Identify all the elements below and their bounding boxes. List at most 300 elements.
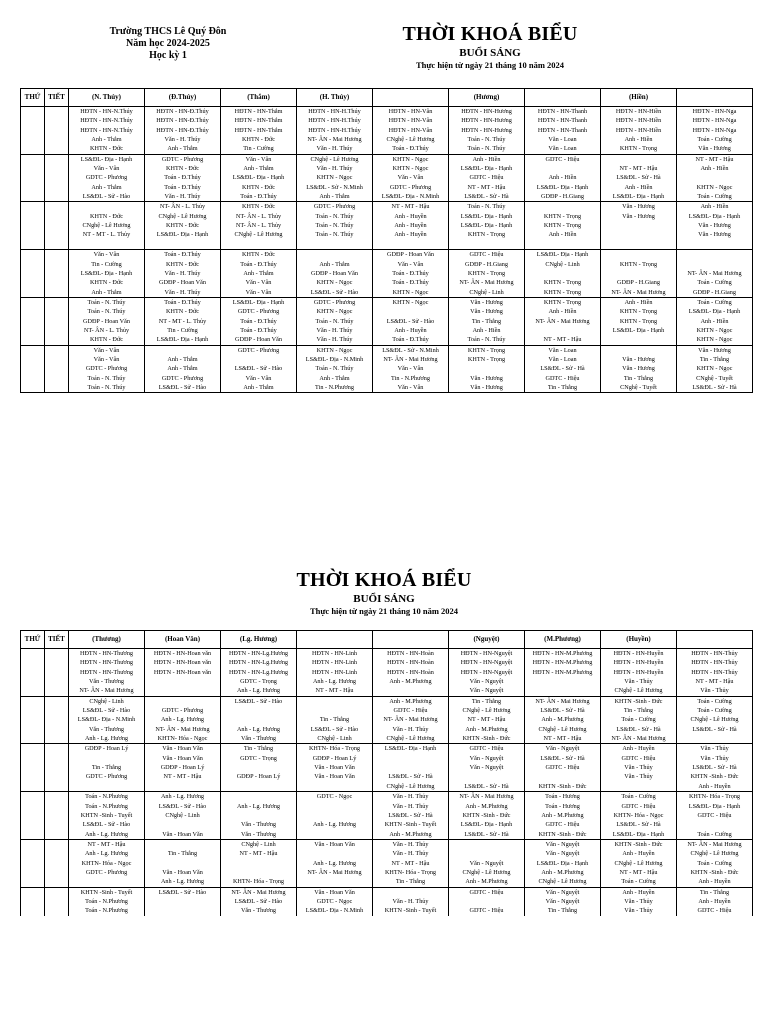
- lesson-cell: Anh - Huyền: [373, 230, 449, 239]
- lesson-cell: Toán - Cường: [677, 297, 753, 307]
- lesson-cell: NT - MT - Hậu: [601, 164, 677, 173]
- lesson-cell: Văn - H. Thủy: [373, 802, 449, 811]
- lesson-cell: Văn - Nguyệt: [525, 744, 601, 754]
- lesson-cell: Tin - Thắng: [449, 696, 525, 706]
- lesson-cell: [145, 859, 221, 868]
- lesson-cell: Tin - Thắng: [297, 715, 373, 724]
- period-cell: [45, 173, 69, 182]
- table-row: [21, 772, 753, 781]
- lesson-cell: NT - MT - Hậu: [677, 154, 753, 164]
- lesson-cell: [373, 240, 449, 250]
- lesson-cell: KHTN -Sinh - Tuyết: [373, 906, 449, 915]
- lesson-cell: [601, 782, 677, 792]
- lesson-cell: Văn - H. Thúy: [297, 335, 373, 345]
- period-cell: [45, 230, 69, 239]
- day-cell: [21, 820, 45, 829]
- lesson-cell: Anh - Huyền: [373, 326, 449, 335]
- lesson-cell: Toán - N.Phương: [69, 802, 145, 811]
- lesson-cell: GDTC - Hiệu: [373, 706, 449, 715]
- lesson-cell: KHTN -Sinh - Tuyết: [373, 820, 449, 829]
- lesson-cell: NT- ÂN - Mai Hương: [297, 135, 373, 144]
- lesson-cell: HĐTN - HN-Hoan văn: [145, 658, 221, 667]
- lesson-cell: Văn - Vân: [373, 364, 449, 373]
- table-row: [21, 383, 753, 393]
- day-cell: [21, 734, 45, 744]
- lesson-cell: [297, 706, 373, 715]
- lesson-cell: Văn - Hoan Văn: [297, 763, 373, 772]
- lesson-cell: Anh - Thắm: [145, 144, 221, 154]
- lesson-cell: LS&ĐL- Địa - Hạnh: [525, 183, 601, 192]
- lesson-cell: Toán - N. Thúy: [297, 317, 373, 326]
- lesson-cell: [601, 250, 677, 260]
- lesson-cell: LS&ĐL - Sử - Hào: [221, 897, 297, 906]
- lesson-cell: [297, 811, 373, 820]
- lesson-cell: Văn - Loan: [525, 144, 601, 154]
- lesson-cell: GDĐP - H.Giang: [449, 260, 525, 269]
- lesson-cell: CNghệ - Lê Hương: [525, 877, 601, 887]
- day-cell: [21, 383, 45, 393]
- lesson-cell: Anh - M.Phương: [449, 802, 525, 811]
- lesson-cell: Văn - Nguyệt: [449, 763, 525, 772]
- lesson-cell: GDTC - Phương: [221, 307, 297, 316]
- day-cell: [21, 345, 45, 355]
- day-cell: [21, 906, 45, 915]
- lesson-cell: GDTC - Hiệu: [677, 811, 753, 820]
- period-cell: [45, 772, 69, 781]
- table-row: [21, 335, 753, 345]
- day-cell: [21, 116, 45, 125]
- lesson-cell: [601, 335, 677, 345]
- lesson-cell: Anh - Thắm: [69, 183, 145, 192]
- lesson-cell: Anh - Huyền: [601, 849, 677, 858]
- lesson-cell: Văn - H. Thúy: [297, 144, 373, 154]
- lesson-cell: HĐTN - HN-Đ.Thúy: [145, 126, 221, 135]
- lesson-cell: LS&ĐL - Sử - Hà: [601, 173, 677, 182]
- lesson-cell: Anh - Hiền: [525, 307, 601, 316]
- lesson-cell: KHTN - Ngọc: [297, 307, 373, 316]
- lesson-cell: GDTC - Hiệu: [449, 250, 525, 260]
- lesson-cell: Toán - Cường: [601, 792, 677, 802]
- table-row: [21, 278, 753, 287]
- table-row: [21, 345, 753, 355]
- day-cell: [21, 192, 45, 202]
- lesson-cell: GDĐP - Hoan Văn: [69, 317, 145, 326]
- day-cell: [21, 772, 45, 781]
- lesson-cell: CNghệ - Tuyết: [601, 383, 677, 393]
- lesson-cell: Văn - Hương: [677, 345, 753, 355]
- day-cell: [21, 173, 45, 182]
- class-column-header: (M.Phương): [525, 631, 601, 649]
- class-column-header: (Hiền): [601, 89, 677, 107]
- lesson-cell: GDTC - Hiệu: [525, 154, 601, 164]
- table-row: [21, 649, 753, 659]
- lesson-cell: Anh - Lg. Hương: [221, 725, 297, 734]
- table-row: [21, 802, 753, 811]
- lesson-cell: Văn - Hoan Văn: [145, 754, 221, 763]
- lesson-cell: KHTN - Ngọc: [677, 326, 753, 335]
- lesson-cell: Văn - Vân: [373, 383, 449, 393]
- lesson-cell: Toán - N. Thúy: [297, 221, 373, 230]
- day-cell: [21, 782, 45, 792]
- period-cell: [45, 839, 69, 849]
- lesson-cell: [145, 782, 221, 792]
- lesson-cell: Tin - N.Phương: [297, 383, 373, 393]
- lesson-cell: LS&ĐL - Sử - Hà: [601, 725, 677, 734]
- period-cell: [45, 811, 69, 820]
- lesson-cell: Toán - N. Thúy: [297, 230, 373, 239]
- table-row: [21, 212, 753, 221]
- period-cell: [45, 849, 69, 858]
- lesson-cell: LS&ĐL- Địa - N.Minh: [69, 715, 145, 724]
- table-row: [21, 260, 753, 269]
- lesson-cell: Anh - M.Phương: [525, 811, 601, 820]
- lesson-cell: Văn - Hương: [677, 221, 753, 230]
- lesson-cell: HĐTN - HN-Linh: [297, 658, 373, 667]
- lesson-cell: Văn - Thủy: [601, 772, 677, 781]
- period-cell: [45, 686, 69, 696]
- lesson-cell: Văn - Thương: [221, 830, 297, 840]
- day-cell: [21, 107, 45, 117]
- lesson-cell: LS&ĐL - Sử - Hào: [145, 802, 221, 811]
- table-row: [21, 782, 753, 792]
- lesson-cell: NT- ÂN - Mai Hương: [449, 792, 525, 802]
- lesson-cell: KHTN - Ngọc: [677, 364, 753, 373]
- lesson-cell: HĐTN - HN-N.Thúy: [69, 126, 145, 135]
- lesson-cell: KHTN -Sinh - Đức: [601, 696, 677, 706]
- lesson-cell: HĐTN - HN-Nguyệt: [449, 649, 525, 659]
- title-block: [224, 568, 544, 617]
- lesson-cell: NT- ÂN - L. Thủy: [221, 212, 297, 221]
- lesson-cell: CNghệ - Lê Hương: [145, 212, 221, 221]
- lesson-cell: Anh - Thắm: [145, 364, 221, 373]
- lesson-cell: CNghệ - Linh: [69, 696, 145, 706]
- period-cell: [45, 154, 69, 164]
- lesson-cell: GDTC - Ngọc: [297, 897, 373, 906]
- lesson-cell: GDTC - Hiệu: [525, 374, 601, 383]
- lesson-cell: Văn - Hoan Văn: [145, 868, 221, 877]
- lesson-cell: Anh - M.Phương: [373, 696, 449, 706]
- lesson-cell: LS&ĐL- Địa - N.Minh: [373, 192, 449, 202]
- school-info: [88, 26, 248, 62]
- period-cell: [45, 326, 69, 335]
- day-cell: [21, 230, 45, 239]
- class-column-header: (Hương): [449, 89, 525, 107]
- lesson-cell: Anh - Hiền: [677, 164, 753, 173]
- lesson-cell: LS&ĐL - Sử - Hào: [297, 288, 373, 298]
- table-row: [21, 792, 753, 802]
- lesson-cell: Toán - N.Phương: [69, 792, 145, 802]
- day-cell: [21, 649, 45, 659]
- session-label: BUỔI SÁNG: [353, 593, 415, 605]
- lesson-cell: GDTC - Hiệu: [601, 754, 677, 763]
- lesson-cell: GDTC - Hiệu: [449, 744, 525, 754]
- lesson-cell: KHTN - Trọng: [525, 212, 601, 221]
- lesson-cell: KHTN - Ngọc: [373, 288, 449, 298]
- lesson-cell: Văn - Vân: [221, 278, 297, 287]
- lesson-cell: [145, 677, 221, 686]
- period-cell: [45, 725, 69, 734]
- day-cell: [21, 763, 45, 772]
- lesson-cell: Toán - N. Thúy: [449, 144, 525, 154]
- lesson-cell: LS&ĐL - Sử - Hào: [221, 364, 297, 373]
- lesson-cell: GDTC - Phương: [221, 345, 297, 355]
- lesson-cell: LS&ĐL - Sử - Hào: [69, 820, 145, 829]
- lesson-cell: Văn - Thủy: [601, 677, 677, 686]
- lesson-cell: [145, 820, 221, 829]
- lesson-cell: [373, 307, 449, 316]
- lesson-cell: KHTN- Hóa - Trọng: [373, 868, 449, 877]
- lesson-cell: HĐTN - HN-Linh: [297, 649, 373, 659]
- day-cell: [21, 364, 45, 373]
- table-row: [21, 658, 753, 667]
- lesson-cell: [69, 240, 145, 250]
- period-cell: [45, 715, 69, 724]
- table-row: [21, 706, 753, 715]
- lesson-cell: LS&ĐL - Sử - Hà: [525, 706, 601, 715]
- lesson-cell: [525, 240, 601, 250]
- lesson-cell: Văn - Hương: [449, 374, 525, 383]
- lesson-cell: Tin - Cường: [145, 326, 221, 335]
- lesson-cell: KHTN - Trọng: [601, 144, 677, 154]
- lesson-cell: GDTC - Phương: [69, 868, 145, 877]
- lesson-cell: Văn - Hoan Văn: [297, 772, 373, 781]
- lesson-cell: [221, 859, 297, 868]
- day-cell: [21, 288, 45, 298]
- lesson-cell: Văn - Loan: [525, 355, 601, 364]
- lesson-cell: Anh - M.Phương: [449, 725, 525, 734]
- lesson-cell: NT- ÂN - Mai Hương: [601, 288, 677, 298]
- lesson-cell: [601, 221, 677, 230]
- lesson-cell: Văn - Thủy: [601, 763, 677, 772]
- table-row: [21, 877, 753, 887]
- lesson-cell: Tin - Thắng: [677, 355, 753, 364]
- class-column-header: [525, 89, 601, 107]
- lesson-cell: [373, 763, 449, 772]
- lesson-cell: Văn - Thương: [69, 725, 145, 734]
- lesson-cell: NT - MT - Hậu: [677, 677, 753, 686]
- period-cell: [45, 307, 69, 316]
- day-cell: [21, 221, 45, 230]
- lesson-cell: KHTN -Sinh - Đức: [449, 734, 525, 744]
- lesson-cell: CNghệ - Lê Hương: [297, 154, 373, 164]
- lesson-cell: Văn - Thương: [221, 906, 297, 915]
- period-cell: [45, 183, 69, 192]
- lesson-cell: HĐTN - HN-Nga: [677, 107, 753, 117]
- table-row: [21, 173, 753, 182]
- lesson-cell: LS&ĐL - Sử - Hà: [373, 772, 449, 781]
- lesson-cell: Anh - Thắm: [221, 383, 297, 393]
- lesson-cell: [145, 345, 221, 355]
- period-cell: [45, 107, 69, 117]
- day-cell: [21, 164, 45, 173]
- period-cell: [45, 212, 69, 221]
- lesson-cell: [601, 345, 677, 355]
- lesson-cell: KHTN - Trọng: [449, 345, 525, 355]
- lesson-cell: Văn - Vân: [373, 260, 449, 269]
- lesson-cell: Văn - H. Thúy: [297, 164, 373, 173]
- table-row: [21, 297, 753, 307]
- lesson-cell: Anh - Thắm: [69, 288, 145, 298]
- lesson-cell: Văn - H. Thúy: [297, 326, 373, 335]
- lesson-cell: KHTN- Hóa - Ngọc: [145, 734, 221, 744]
- lesson-cell: HĐTN - HN-Thương: [69, 649, 145, 659]
- lesson-cell: KHTN - Ngọc: [297, 345, 373, 355]
- lesson-cell: Anh - Huyền: [373, 221, 449, 230]
- table-row: [21, 897, 753, 906]
- lesson-cell: HĐTN - HN-M.Phương: [525, 649, 601, 659]
- day-cell: [21, 830, 45, 840]
- lesson-cell: NT- ÂN - Mai Hương: [145, 725, 221, 734]
- day-cell: [21, 307, 45, 316]
- lesson-cell: LS&ĐL- Địa - Hạnh: [373, 744, 449, 754]
- lesson-cell: Văn - Hoan Văn: [297, 887, 373, 897]
- lesson-cell: Tin - Thắng: [525, 383, 601, 393]
- lesson-cell: Toán - Đ.Thúy: [373, 269, 449, 278]
- period-cell: [45, 658, 69, 667]
- period-cell: [45, 677, 69, 686]
- lesson-cell: NT - MT - L. Thủy: [145, 317, 221, 326]
- lesson-cell: KHTN -Sinh - Đức: [601, 839, 677, 849]
- table-row: [21, 830, 753, 840]
- period-cell: [45, 355, 69, 364]
- lesson-cell: Toán - Cường: [677, 706, 753, 715]
- lesson-cell: [221, 715, 297, 724]
- lesson-cell: [525, 326, 601, 335]
- lesson-cell: [677, 173, 753, 182]
- lesson-cell: Văn - Thủy: [601, 897, 677, 906]
- lesson-cell: NT- ÂN - Mai Hương: [525, 317, 601, 326]
- lesson-cell: KHTN - Trọng: [525, 288, 601, 298]
- lesson-cell: HĐTN - HN-Huyền: [601, 649, 677, 659]
- lesson-cell: NT- ÂN - Mai Hương: [449, 278, 525, 287]
- lesson-cell: CNghệ - Lê Hương: [69, 221, 145, 230]
- lesson-cell: Tin - Thắng: [601, 374, 677, 383]
- lesson-cell: [221, 792, 297, 802]
- class-column-header: (H. Thúy): [297, 89, 373, 107]
- lesson-cell: GDTC - Hiệu: [449, 173, 525, 182]
- lesson-cell: CNghệ - Lê Hương: [525, 725, 601, 734]
- lesson-cell: Văn - Nguyệt: [525, 839, 601, 849]
- lesson-cell: Tin - Thắng: [69, 763, 145, 772]
- lesson-cell: LS&ĐL - Sử - Hà: [525, 364, 601, 373]
- lesson-cell: [601, 230, 677, 239]
- lesson-cell: NT - MT - L. Thủy: [69, 230, 145, 239]
- lesson-cell: HĐTN - HN-Vân: [373, 126, 449, 135]
- lesson-cell: Anh - M.Phương: [525, 868, 601, 877]
- period-cell: [45, 734, 69, 744]
- day-cell: [21, 668, 45, 677]
- lesson-cell: HĐTN - HN-H.Thúy: [297, 116, 373, 125]
- lesson-cell: KHTN - Ngọc: [677, 183, 753, 192]
- lesson-cell: GDĐP - Hoan Lý: [221, 772, 297, 781]
- lesson-cell: [373, 686, 449, 696]
- lesson-cell: Văn - Nguyệt: [449, 859, 525, 868]
- lesson-cell: Toán - Cường: [677, 278, 753, 287]
- table-row: [21, 744, 753, 754]
- period-cell: [45, 887, 69, 897]
- lesson-cell: Anh - Hiền: [601, 297, 677, 307]
- lesson-cell: HĐTN - HN-Nguyệt: [449, 658, 525, 667]
- lesson-cell: Anh - M.Phương: [373, 830, 449, 840]
- lesson-cell: LS&ĐL- Địa - Hạnh: [601, 326, 677, 335]
- lesson-cell: HĐTN - HN-Vân: [373, 116, 449, 125]
- lesson-cell: Văn - Hoan Văn: [297, 839, 373, 849]
- table-row: [21, 126, 753, 135]
- table-row: [21, 374, 753, 383]
- class-column-header: (Lg. Hương): [221, 631, 297, 649]
- day-column-header: THỨ: [21, 631, 45, 649]
- lesson-cell: HĐTN - HN-N.Thúy: [69, 116, 145, 125]
- lesson-cell: LS&ĐL - Sử - Hà: [601, 820, 677, 829]
- lesson-cell: Anh - Lg. Hương: [221, 802, 297, 811]
- lesson-cell: [145, 897, 221, 906]
- lesson-cell: GDĐP - Hoan Văn: [373, 250, 449, 260]
- lesson-cell: Toán - Đ.Thúy: [221, 192, 297, 202]
- lesson-cell: Toán - Cường: [677, 859, 753, 868]
- period-cell: [45, 221, 69, 230]
- table-row: [21, 240, 753, 250]
- lesson-cell: KHTN - Đức: [145, 307, 221, 316]
- lesson-cell: Tin - Thắng: [677, 887, 753, 897]
- lesson-cell: NT - MT - Hậu: [525, 335, 601, 345]
- lesson-cell: HĐTN - HN-Đ.Thúy: [145, 107, 221, 117]
- lesson-cell: KHTN - Trọng: [525, 221, 601, 230]
- period-cell: [45, 383, 69, 393]
- lesson-cell: Toán - Đ.Thúy: [145, 250, 221, 260]
- lesson-cell: GDTC - Phương: [145, 154, 221, 164]
- lesson-cell: Toán - Đ.Thúy: [373, 144, 449, 154]
- lesson-cell: KHTN - Trọng: [525, 278, 601, 287]
- day-cell: [21, 744, 45, 754]
- lesson-cell: Toán - Đ.Thúy: [373, 335, 449, 345]
- lesson-cell: Anh - Lg. Hương: [145, 715, 221, 724]
- lesson-cell: Văn - Vân: [221, 374, 297, 383]
- lesson-cell: HĐTN - HN-Hiền: [601, 107, 677, 117]
- lesson-cell: [221, 782, 297, 792]
- lesson-cell: Văn - Loan: [525, 135, 601, 144]
- lesson-cell: Văn - H. Thúy: [145, 135, 221, 144]
- lesson-cell: Toán - Đ.Thúy: [145, 173, 221, 182]
- header-row: [21, 89, 753, 107]
- lesson-cell: LS&ĐL - Sử - Hào: [297, 725, 373, 734]
- lesson-cell: Anh - Thắm: [297, 374, 373, 383]
- lesson-cell: [601, 154, 677, 164]
- lesson-cell: Văn - Nguyệt: [449, 677, 525, 686]
- lesson-cell: NT - MT - Hậu: [449, 183, 525, 192]
- period-cell: [45, 763, 69, 772]
- lesson-cell: Anh - Huyền: [677, 782, 753, 792]
- period-cell: [45, 345, 69, 355]
- lesson-cell: GDTC - Phương: [373, 183, 449, 192]
- day-column-header: THỨ: [21, 89, 45, 107]
- lesson-cell: LS&ĐL - Sử - Hào: [373, 317, 449, 326]
- lesson-cell: HĐTN - HN-Lg.Hương: [221, 658, 297, 667]
- lesson-cell: Văn - Nguyệt: [525, 887, 601, 897]
- lesson-cell: NT- ÂN - Mai Hương: [525, 696, 601, 706]
- lesson-cell: KHTN - Trọng: [525, 297, 601, 307]
- day-cell: [21, 374, 45, 383]
- day-cell: [21, 250, 45, 260]
- day-cell: [21, 202, 45, 212]
- lesson-cell: HĐTN - HN-Vân: [373, 107, 449, 117]
- lesson-cell: LS&ĐL- Địa - N.Minh: [297, 906, 373, 915]
- lesson-cell: HĐTN - HN-Thủy: [677, 658, 753, 667]
- table-row: [21, 269, 753, 278]
- lesson-cell: CNghệ - Lê Hương: [449, 868, 525, 877]
- lesson-cell: Toán - N. Thúy: [69, 383, 145, 393]
- table-row: [21, 725, 753, 734]
- lesson-cell: KHTN -Sinh - Đức: [677, 772, 753, 781]
